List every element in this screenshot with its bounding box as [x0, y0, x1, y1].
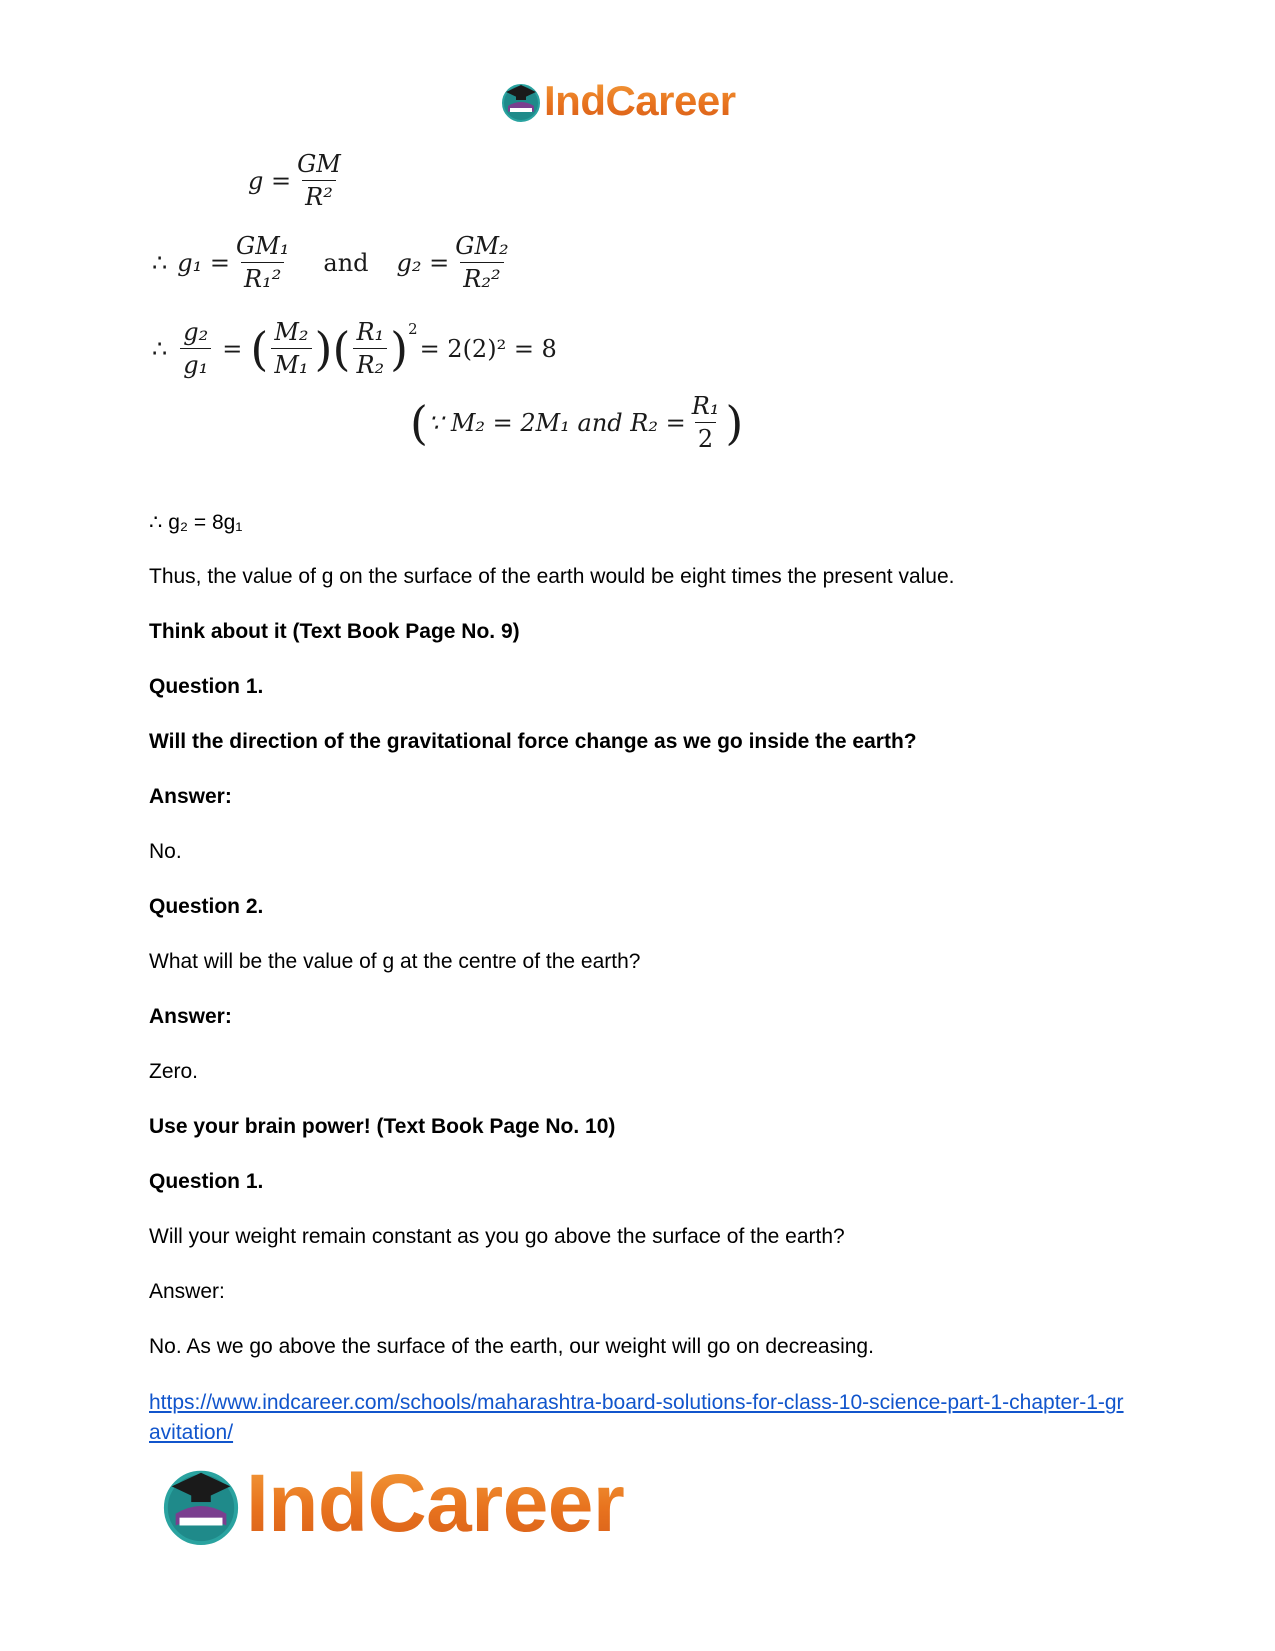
- globe-graduation-icon: [160, 1463, 242, 1545]
- equation-text: and: [323, 248, 369, 277]
- numerator: GM: [297, 150, 341, 178]
- section-heading: Think about it (Text Book Page No. 9): [149, 620, 520, 643]
- denominator: 2: [695, 422, 716, 453]
- result-line: ∴ g₂ = 8g₁: [149, 511, 243, 534]
- therefore-symbol: ∴: [152, 248, 168, 277]
- question-label: Question 1.: [149, 1170, 264, 1193]
- answer-text: Zero.: [149, 1060, 199, 1083]
- fraction: [271, 318, 311, 379]
- fraction: [353, 318, 387, 379]
- numerator: R₁: [356, 318, 385, 346]
- answer-text: No.: [149, 840, 182, 863]
- answer-label: Answer:: [149, 1005, 232, 1028]
- equation-text: g₂ =: [396, 248, 450, 277]
- equation-text: = 2(2)² = 8: [419, 334, 557, 363]
- equals-sign: =: [222, 334, 243, 363]
- fraction: [689, 392, 723, 453]
- question-text: What will be the value of g at the centre of the earth?: [149, 950, 641, 973]
- globe-graduation-icon: [500, 80, 542, 122]
- paren-close: ): [314, 321, 333, 376]
- equation-g: [248, 150, 347, 211]
- fraction: [180, 318, 211, 379]
- denominator: R²: [302, 180, 336, 211]
- indcareer-logo-bottom: [160, 1458, 625, 1549]
- denominator: M₁: [271, 348, 311, 379]
- equation-ratio: [152, 318, 557, 379]
- question-label: Question 2.: [149, 895, 264, 918]
- answer-label: Answer:: [149, 785, 232, 808]
- numerator: R₁: [691, 392, 720, 420]
- question-text: Will your weight remain constant as you go above the surface of the earth?: [149, 1225, 845, 1248]
- question-text: Will the direction of the gravitational force change as we go inside the earth?: [149, 730, 917, 753]
- equation-text: g =: [248, 166, 292, 195]
- paragraph: Thus, the value of g on the surface of the earth would be eight times the present value.: [149, 565, 955, 588]
- denominator: R₁²: [241, 262, 284, 293]
- equation-text: g₁ =: [177, 248, 231, 277]
- answer-label: Answer:: [149, 1280, 225, 1303]
- paren-close: ): [725, 395, 744, 450]
- equation-text: ∵ M₂ = 2M₁ and R₂ =: [427, 408, 686, 437]
- paren-close: ): [390, 321, 409, 376]
- numerator: GM₂: [455, 232, 509, 260]
- numerator: g₂: [183, 318, 209, 346]
- brand-wordmark: IndCareer: [246, 1458, 625, 1549]
- paren-open: (: [332, 321, 351, 376]
- paren-open: (: [250, 321, 269, 376]
- denominator: g₁: [180, 348, 211, 379]
- equation-g1-g2: [152, 232, 515, 293]
- numerator: M₂: [274, 318, 309, 346]
- numerator: GM₁: [236, 232, 290, 260]
- fraction: [233, 232, 292, 293]
- therefore-symbol: ∴: [152, 334, 168, 363]
- question-label: Question 1.: [149, 675, 264, 698]
- denominator: R₂²: [460, 262, 503, 293]
- section-heading: Use your brain power! (Text Book Page No. 10): [149, 1115, 616, 1138]
- fraction: [294, 150, 344, 211]
- denominator: R₂: [353, 348, 387, 379]
- fraction: [452, 232, 511, 293]
- brand-wordmark: IndCareer: [544, 77, 736, 124]
- paren-open: (: [410, 395, 428, 450]
- indcareer-logo-top: [500, 77, 736, 124]
- exponent: 2: [408, 320, 418, 338]
- source-link[interactable]: https://www.indcareer.com/schools/maharashtra-board-solutions-for-class-10-science-part-1-chapter-1-gravitation/: [149, 1391, 1124, 1444]
- equation-condition: [410, 392, 743, 453]
- answer-text: No. As we go above the surface of the earth, our weight will go on decreasing.: [149, 1335, 874, 1358]
